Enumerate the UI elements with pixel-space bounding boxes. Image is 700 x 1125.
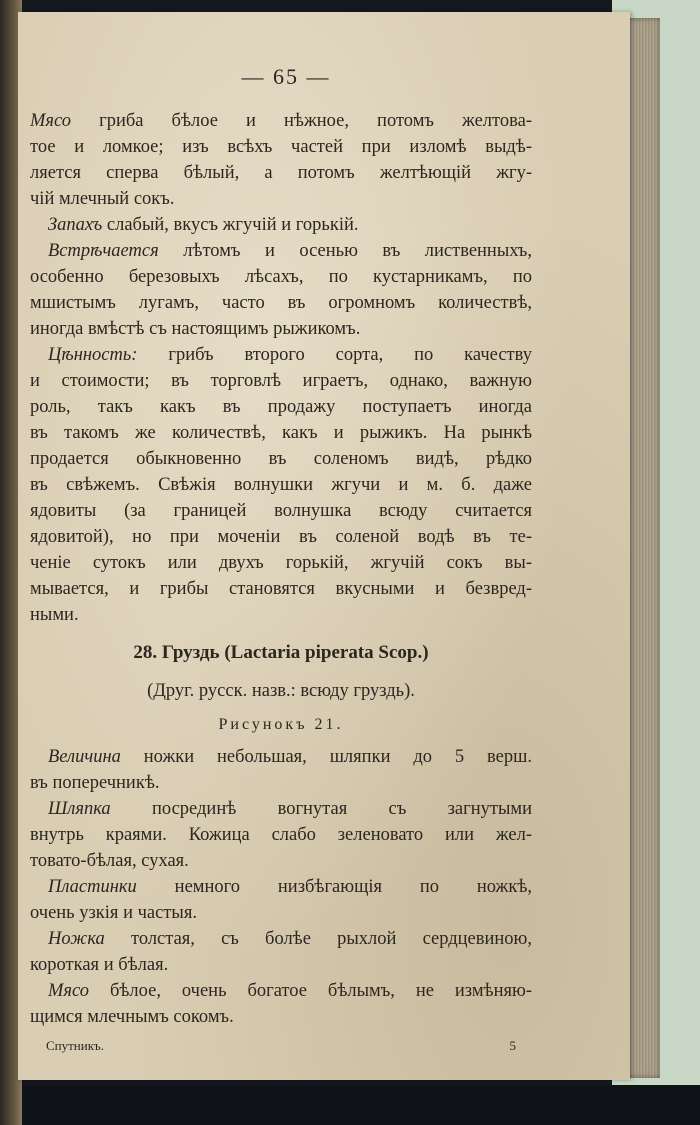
line-text: посрединѣ вогнутая съ загнутыми (110, 799, 532, 819)
line-text: товато-бѣлая, сухая. (30, 851, 189, 871)
text-line (30, 342, 532, 368)
line-text: щимся млечнымъ сокомъ. (30, 1007, 234, 1027)
line-text: грибъ второго сорта, по качеству (137, 345, 532, 365)
line-text: слабый, вкусъ жгучій и горькій. (102, 215, 359, 235)
line-text: мывается, и грибы становятся вкусными и безвред- (30, 579, 532, 599)
lead-term: Мясо (30, 111, 72, 131)
line-text: продается обыкновенно въ соленомъ видѣ, рѣдко (30, 449, 532, 469)
text-line (30, 848, 532, 874)
page-number: — 65 — (241, 64, 331, 89)
text-line (30, 550, 532, 576)
text-line (30, 264, 532, 290)
line-text: толстая, съ болѣе рыхлой сердцевиною, (104, 929, 532, 949)
text-line (30, 498, 532, 524)
text-line (30, 978, 532, 1004)
text-line (30, 108, 532, 134)
page-footer (46, 1038, 516, 1058)
line-text: въ свѣжемъ. Свѣжія волнушки жгучи и м. б. даже (30, 475, 532, 495)
line-text: чій млечный сокъ. (30, 189, 175, 209)
lead-term: Цѣнность: (48, 345, 138, 365)
line-text: ными. (30, 605, 79, 625)
text-line (30, 874, 532, 900)
text-line (30, 420, 532, 446)
line-text: въ поперечникѣ. (30, 773, 160, 793)
text-line (30, 472, 532, 498)
line-text: ножки небольшая, шляпки до 5 верш. (120, 747, 532, 767)
line-text: очень узкія и частыя. (30, 903, 197, 923)
line-text: внутрь краями. Кожица слабо зеленовато или жел- (30, 825, 532, 845)
text-line (30, 822, 532, 848)
lead-term: Встрѣчается (48, 241, 159, 261)
text-line (30, 744, 532, 770)
line-text: гриба бѣлое и нѣжное, потомъ желтова- (71, 111, 532, 131)
lead-term: Ножка (48, 929, 105, 949)
text-line (30, 1004, 532, 1030)
table-surface (0, 1085, 700, 1125)
text-line (30, 926, 532, 952)
text-line (30, 368, 532, 394)
text-line (30, 576, 532, 602)
line-text: короткая и бѣлая. (30, 955, 169, 975)
text-line (30, 134, 532, 160)
line-text: ляется сперва бѣлый, а потомъ желтѣющій жгу- (30, 163, 532, 183)
lead-term: Величина (48, 747, 121, 767)
text-line (30, 770, 532, 796)
figure-label: Рисунокъ 21. (218, 716, 344, 733)
lead-term: Шляпка (48, 799, 111, 819)
text-line (30, 160, 532, 186)
lead-term: Запахъ (48, 215, 103, 235)
text-line (30, 212, 532, 238)
line-text: ченіе сутокъ или двухъ горькій, жгучій сокъ вы- (30, 553, 532, 573)
line-text: роль, такъ какъ въ продажу поступаетъ иногда (30, 397, 532, 417)
text-line (30, 900, 532, 926)
text-line (30, 446, 532, 472)
footer-signature: Спутникъ. (46, 1038, 105, 1053)
page-text (30, 64, 532, 1030)
section-subtitle: (Друг. русск. назв.: всюду груздь). (147, 681, 415, 701)
paragraphs-gruzd (30, 744, 532, 1030)
line-text: тое и ломкое; изъ всѣхъ частей при изломѣ выдѣ- (30, 137, 532, 157)
paragraphs-volnushka (30, 108, 532, 628)
text-line (30, 952, 532, 978)
line-text: мшистымъ лугамъ, часто въ огромномъ количествѣ, (30, 293, 532, 313)
line-text: и стоимости; въ торговлѣ играетъ, однако, важную (30, 371, 532, 391)
text-line (30, 186, 532, 212)
text-line (30, 290, 532, 316)
text-line (30, 796, 532, 822)
book-page (18, 12, 630, 1080)
line-text: ядовитой), но при моченіи въ соленой водѣ въ те- (30, 527, 532, 547)
lead-term: Пластинки (48, 877, 137, 897)
footer-sheet-number: 5 (509, 1038, 516, 1053)
line-text: иногда вмѣстѣ съ настоящимъ рыжикомъ. (30, 319, 361, 339)
line-text: лѣтомъ и осенью въ лиственныхъ, (158, 241, 532, 261)
line-text: особенно березовыхъ лѣсахъ, по кустарникамъ, по (30, 267, 532, 287)
text-line (30, 602, 532, 628)
text-line (30, 316, 532, 342)
text-line (30, 238, 532, 264)
line-text: ядовиты (за границей волнушка всюду считается (30, 501, 532, 521)
section-title: 28. Груздь (Lactaria piperata Scop.) (133, 642, 429, 663)
text-line (30, 394, 532, 420)
text-line (30, 524, 532, 550)
line-text: немного низбѣгающія по ножкѣ, (136, 877, 532, 897)
line-text: бѣлое, очень богатое бѣлымъ, не измѣняю- (89, 981, 532, 1001)
lead-term: Мясо (48, 981, 90, 1001)
line-text: въ такомъ же количествѣ, какъ и рыжикъ. На рынкѣ (30, 423, 532, 443)
